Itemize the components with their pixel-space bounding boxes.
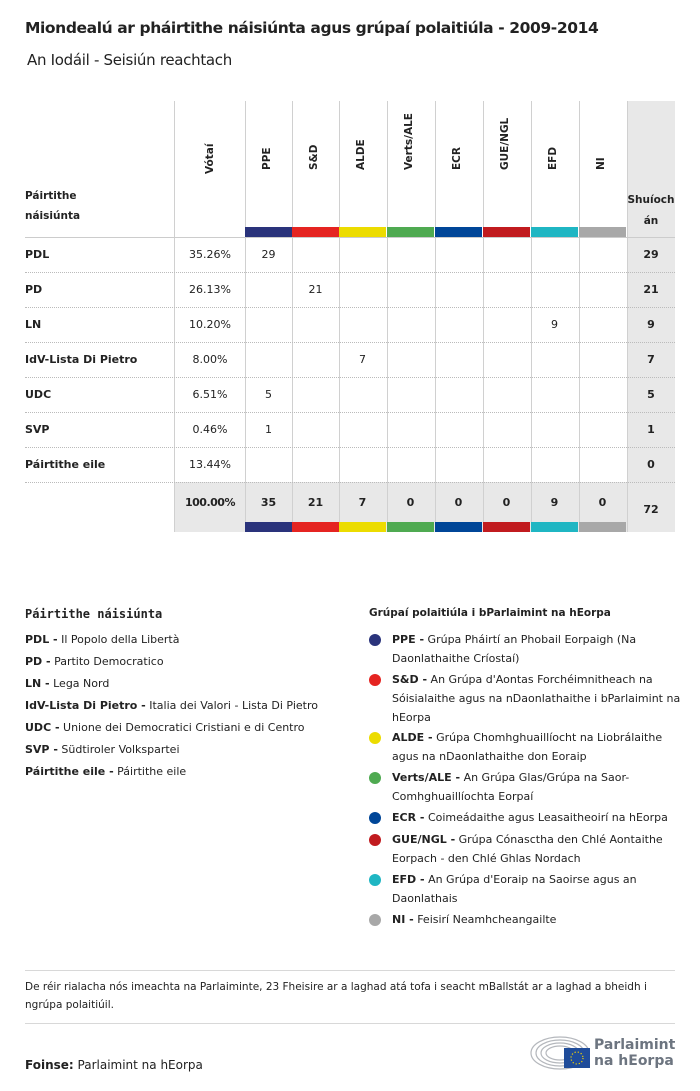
group-seats: 5 bbox=[265, 388, 272, 401]
group-color-bar bbox=[339, 522, 386, 532]
legend-name: Páirtithe eile bbox=[117, 765, 187, 778]
legend-code: Páirtithe eile - bbox=[25, 765, 114, 778]
group-seats bbox=[292, 342, 339, 377]
legend-name: An Grúpa Glas/Grúpa na Saor-Comhghuaillíochta Eorpaí bbox=[392, 771, 630, 803]
legend-code: PPE - bbox=[392, 633, 425, 646]
page-title: Miondealú ar pháirtithe náisiúnta agus grúpaí polaitiúla - 2009-2014 bbox=[25, 19, 599, 37]
group-header-ppe: PPE bbox=[261, 147, 273, 170]
group-seats bbox=[579, 412, 626, 447]
source bbox=[25, 1058, 203, 1072]
legend-name: Lega Nord bbox=[53, 677, 110, 690]
group-seats bbox=[292, 377, 339, 412]
legend-name: Südtiroler Volkspartei bbox=[61, 743, 180, 756]
group-seats bbox=[579, 342, 626, 377]
national-legend-item bbox=[25, 721, 305, 734]
national-legend-item bbox=[25, 699, 318, 712]
logo-line2: na hEorpa bbox=[594, 1053, 674, 1069]
legend-code: IdV-Lista Di Pietro - bbox=[25, 699, 146, 712]
group-color-bar bbox=[483, 522, 530, 532]
legend-code: ALDE - bbox=[392, 731, 433, 744]
legend-name: Partito Democratico bbox=[54, 655, 164, 668]
party-name: UDC bbox=[25, 388, 52, 401]
total-seats: 21 bbox=[643, 283, 659, 296]
group-seats bbox=[292, 447, 339, 482]
footnote: De réir rialacha nós imeachta na Parlaiminte, 23 Fheisire ar a laghad atá tofa i seacht mBallstát ar a laghad a bheidh i ngrúpa polaitiúil. bbox=[25, 981, 647, 1011]
group-legend-item bbox=[392, 910, 682, 929]
group-color-bar bbox=[292, 227, 339, 237]
group-seats bbox=[483, 307, 530, 342]
group-seats: 9 bbox=[551, 318, 558, 331]
total-seats: 5 bbox=[647, 388, 655, 401]
legend-name: Coimeádaithe agus Leasaitheoirí na hEorpa bbox=[427, 811, 668, 824]
group-seats bbox=[435, 307, 482, 342]
group-seats bbox=[245, 307, 292, 342]
legend-name: An Grúpa d'Aontas Forchéimnitheach na Sóisialaithe agus na nDaonlathaithe i bParlaimint na hEorpa bbox=[392, 673, 681, 724]
legend-code: EFD - bbox=[392, 873, 425, 886]
group-seats bbox=[435, 412, 482, 447]
total-seats: 29 bbox=[643, 248, 659, 261]
group-seats bbox=[483, 412, 530, 447]
group-color-bar bbox=[483, 227, 530, 237]
legend-code: NI - bbox=[392, 913, 414, 926]
source-value: Parlaimint na hEorpa bbox=[73, 1058, 203, 1072]
total-seats: 7 bbox=[647, 353, 655, 366]
legend-name: Grúpa Cónasctha den Chlé Aontaithe Eorpach - den Chlé Ghlas Nordach bbox=[392, 833, 663, 865]
group-seats bbox=[339, 412, 386, 447]
group-seats bbox=[435, 342, 482, 377]
group-seats: 7 bbox=[359, 353, 366, 366]
group-seats bbox=[435, 447, 482, 482]
group-seats bbox=[531, 342, 578, 377]
legend-code: PDL - bbox=[25, 633, 58, 646]
party-name: Páirtithe eile bbox=[25, 458, 106, 471]
group-seats bbox=[387, 237, 434, 272]
national-legend-item bbox=[25, 765, 186, 778]
group-color-dot-icon bbox=[369, 834, 381, 846]
legend-code: SVP - bbox=[25, 743, 58, 756]
row-divider bbox=[25, 482, 675, 483]
totals-group-seats: 0 bbox=[598, 496, 607, 509]
legend-name: Grúpa Chomhghuaillíocht na Liobrálaithe agus na nDaonlathaithe don Eoraip bbox=[392, 731, 663, 763]
seats-table bbox=[0, 0, 700, 540]
group-color-bar bbox=[435, 522, 482, 532]
group-header-guengl: GUE/NGL bbox=[499, 117, 511, 170]
party-name: PDL bbox=[25, 248, 50, 261]
votes-value: 26.13% bbox=[189, 283, 231, 296]
group-seats bbox=[339, 377, 386, 412]
group-seats bbox=[483, 342, 530, 377]
group-color-dot-icon bbox=[369, 674, 381, 686]
national-legend-item bbox=[25, 743, 180, 756]
group-color-bar bbox=[387, 522, 434, 532]
national-legend-item bbox=[25, 633, 179, 646]
totals-group-seats: 0 bbox=[454, 496, 463, 509]
votes-header: Vótaí bbox=[204, 143, 216, 174]
group-legend-item bbox=[392, 768, 682, 806]
party-name: PD bbox=[25, 283, 43, 296]
group-seats: 29 bbox=[261, 248, 276, 261]
totals-group-seats: 9 bbox=[550, 496, 559, 509]
legend-code: Verts/ALE - bbox=[392, 771, 461, 784]
legend-name: Unione dei Democratici Cristiani e di Centro bbox=[63, 721, 305, 734]
group-seats bbox=[531, 272, 578, 307]
votes-value: 10.20% bbox=[189, 318, 231, 331]
hemicycle-icon bbox=[528, 1033, 590, 1073]
group-seats bbox=[387, 377, 434, 412]
group-seats bbox=[387, 412, 434, 447]
totals-group-seats: 7 bbox=[358, 496, 367, 509]
page-subtitle: An Iodáil - Seisiún reachtach bbox=[27, 51, 232, 69]
group-seats bbox=[339, 272, 386, 307]
totals-group-seats: 21 bbox=[307, 496, 324, 509]
group-color-dot-icon bbox=[369, 772, 381, 784]
group-color-bar bbox=[531, 522, 578, 532]
group-seats bbox=[339, 237, 386, 272]
group-seats bbox=[531, 377, 578, 412]
votes-value: 0.46% bbox=[192, 423, 228, 436]
group-seats bbox=[435, 377, 482, 412]
total-seats: 9 bbox=[647, 318, 655, 331]
group-legend-item bbox=[392, 670, 682, 727]
legend-code: UDC - bbox=[25, 721, 60, 734]
totals-group-seats: 0 bbox=[406, 496, 415, 509]
group-color-bar bbox=[387, 227, 434, 237]
group-legend-heading: Grúpaí polaitiúla i bParlaimint na hEorpa bbox=[369, 607, 611, 619]
group-legend-item bbox=[392, 808, 682, 827]
group-seats bbox=[483, 237, 530, 272]
logo-line1: Parlaimint bbox=[594, 1037, 676, 1053]
national-legend-item bbox=[25, 655, 164, 668]
legend-code: LN - bbox=[25, 677, 50, 690]
ep-logo bbox=[528, 1033, 678, 1073]
totals-group-seats: 0 bbox=[502, 496, 511, 509]
group-color-bar bbox=[579, 522, 626, 532]
group-color-dot-icon bbox=[369, 812, 381, 824]
group-seats: 21 bbox=[308, 283, 323, 296]
party-name: LN bbox=[25, 318, 42, 331]
group-seats bbox=[387, 307, 434, 342]
group-color-bar bbox=[579, 227, 626, 237]
group-header-ni: NI bbox=[595, 157, 607, 170]
group-seats bbox=[579, 447, 626, 482]
group-seats bbox=[531, 447, 578, 482]
group-seats bbox=[245, 447, 292, 482]
party-header: Páirtithe náisiúnta bbox=[25, 190, 81, 222]
group-seats bbox=[387, 272, 434, 307]
group-color-dot-icon bbox=[369, 914, 381, 926]
group-seats: 1 bbox=[265, 423, 272, 436]
group-seats bbox=[292, 237, 339, 272]
national-legend-item bbox=[25, 677, 109, 690]
legend-code: GUE/NGL - bbox=[392, 833, 456, 846]
party-name: IdV-Lista Di Pietro bbox=[25, 353, 138, 366]
group-seats bbox=[245, 342, 292, 377]
legend-code: ECR - bbox=[392, 811, 425, 824]
group-legend-item bbox=[392, 830, 682, 868]
legend-name: Feisirí Neamhcheangailte bbox=[417, 913, 557, 926]
group-header-efd: EFD bbox=[547, 146, 559, 170]
group-color-dot-icon bbox=[369, 634, 381, 646]
group-seats bbox=[435, 237, 482, 272]
divider bbox=[25, 1023, 675, 1024]
group-seats bbox=[531, 412, 578, 447]
group-seats bbox=[579, 272, 626, 307]
totals-votes: 100.00% bbox=[185, 496, 235, 509]
group-color-dot-icon bbox=[369, 874, 381, 886]
votes-value: 35.26% bbox=[189, 248, 231, 261]
legend-code: S&D - bbox=[392, 673, 428, 686]
national-legend-heading: Páirtithe náisiúnta bbox=[25, 607, 163, 621]
group-seats bbox=[387, 342, 434, 377]
votes-value: 6.51% bbox=[192, 388, 228, 401]
group-seats bbox=[292, 412, 339, 447]
totals-group-seats: 35 bbox=[260, 496, 277, 509]
group-color-bar bbox=[339, 227, 386, 237]
votes-value: 8.00% bbox=[192, 353, 228, 366]
seats-header: Shuíochán bbox=[627, 194, 675, 227]
group-legend-item bbox=[392, 728, 682, 766]
group-seats bbox=[483, 447, 530, 482]
group-header-vertsale: Verts/ALE bbox=[403, 113, 415, 170]
group-seats bbox=[339, 307, 386, 342]
group-legend-item bbox=[392, 870, 682, 908]
total-seats: 0 bbox=[647, 458, 655, 471]
group-header-alde: ALDE bbox=[355, 139, 367, 170]
group-seats bbox=[579, 237, 626, 272]
group-seats bbox=[579, 377, 626, 412]
legend-name: Grúpa Pháirtí an Phobail Eorpaigh (Na Daonlathaithe Críostaí) bbox=[392, 633, 637, 665]
group-color-bar bbox=[531, 227, 578, 237]
total-seats: 1 bbox=[647, 423, 655, 436]
group-color-bar bbox=[435, 227, 482, 237]
group-seats bbox=[483, 272, 530, 307]
party-name: SVP bbox=[25, 423, 50, 436]
group-seats bbox=[292, 307, 339, 342]
group-seats bbox=[483, 377, 530, 412]
group-header-ecr: ECR bbox=[451, 147, 463, 170]
group-legend-item bbox=[392, 630, 682, 668]
totals-seats: 72 bbox=[643, 503, 659, 516]
group-color-bar bbox=[245, 522, 292, 532]
legend-code: PD - bbox=[25, 655, 51, 668]
legend-name: Il Popolo della Libertà bbox=[61, 633, 180, 646]
divider bbox=[25, 970, 675, 971]
group-color-dot-icon bbox=[369, 732, 381, 744]
group-header-sd: S&D bbox=[308, 144, 320, 170]
votes-value: 13.44% bbox=[189, 458, 231, 471]
source-label: Foinse: bbox=[25, 1058, 74, 1072]
group-seats bbox=[245, 272, 292, 307]
group-seats bbox=[531, 237, 578, 272]
group-seats bbox=[579, 307, 626, 342]
group-seats bbox=[435, 272, 482, 307]
group-color-bar bbox=[292, 522, 339, 532]
group-color-bar bbox=[245, 227, 292, 237]
legend-name: Italia dei Valori - Lista Di Pietro bbox=[149, 699, 318, 712]
legend-name: An Grúpa d'Eoraip na Saoirse agus an Daonlathais bbox=[392, 873, 637, 905]
group-seats bbox=[387, 447, 434, 482]
group-seats bbox=[339, 447, 386, 482]
